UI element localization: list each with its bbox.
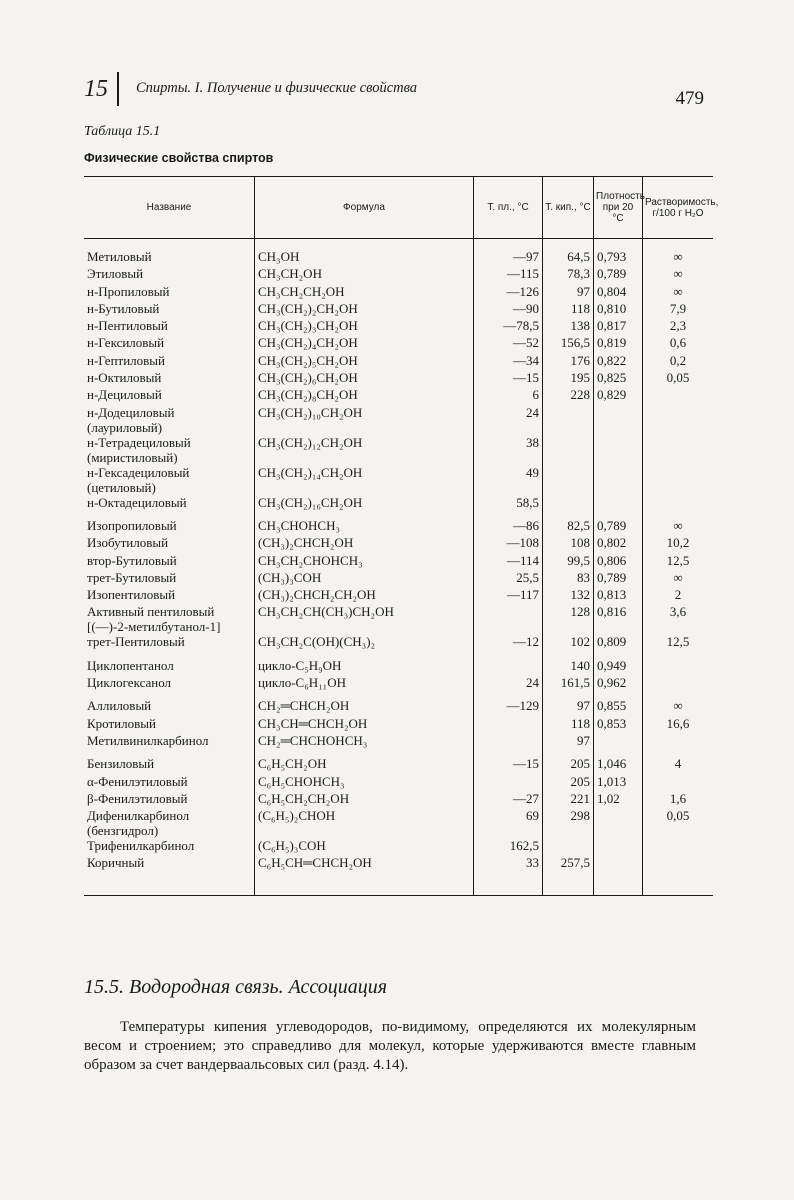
cell-name: Аллиловый (87, 698, 152, 714)
cell-density: 0,789 (594, 518, 643, 535)
cell-melting-point: 33 (474, 855, 543, 895)
table-label: Таблица 15.1 (84, 124, 161, 139)
cell-formula: C₆H₅CH₂CH₂OH (255, 791, 474, 808)
table-row (84, 405, 713, 435)
table-row (84, 791, 713, 808)
cell-name: н-Бутиловый (87, 300, 160, 316)
cell-formula: CH₃(CH₂)₁₂CH₂OH (255, 435, 474, 465)
cell-melting-point: —90 (474, 301, 543, 318)
column-header-name: Название (84, 177, 255, 239)
cell-name: Активный пентиловый [(—)-2-метилбутанол-1] (87, 604, 221, 635)
cell-melting-point: —27 (474, 791, 543, 808)
cell-boiling-point: 205 (543, 756, 594, 773)
cell-density (594, 405, 643, 435)
cell-name: н-Додециловый (лауриловый) (87, 404, 175, 435)
table-row (84, 301, 713, 318)
table-row (84, 370, 713, 387)
table-row (84, 535, 713, 552)
cell-name: трет-Пентиловый (87, 634, 185, 650)
cell-density: 0,817 (594, 318, 643, 335)
cell-name: Кротиловый (87, 715, 156, 731)
cell-name: α-Фенилэтиловый (87, 773, 188, 789)
cell-boiling-point: 257,5 (543, 855, 594, 895)
cell-formula: (CH₃)₂CHCH₂OH (255, 535, 474, 552)
cell-melting-point: —34 (474, 353, 543, 370)
table-row (84, 353, 713, 370)
table-row (84, 838, 713, 855)
table-row (84, 284, 713, 301)
alcohol-properties-table (84, 176, 719, 896)
cell-boiling-point (543, 495, 594, 512)
cell-name: Дифенилкарбинол (бензгидрол) (87, 808, 190, 839)
cell-boiling-point: 102 (543, 634, 594, 651)
cell-name: н-Гептиловый (87, 352, 165, 368)
cell-boiling-point: 83 (543, 570, 594, 587)
table-row (84, 756, 713, 773)
cell-boiling-point: 97 (543, 698, 594, 715)
cell-melting-point: —12 (474, 634, 543, 651)
table-row (84, 675, 713, 692)
cell-melting-point: —114 (474, 553, 543, 570)
cell-solubility (643, 855, 714, 895)
cell-density: 0,855 (594, 698, 643, 715)
table-row (84, 465, 713, 495)
column-header-boiling-point: Т. кип., °С (543, 177, 594, 239)
cell-solubility (643, 658, 714, 675)
cell-name: н-Гексиловый (87, 335, 165, 351)
cell-density: 0,962 (594, 675, 643, 692)
cell-boiling-point: 298 (543, 808, 594, 838)
cell-formula: (C₆H₅)₂CHOH (255, 808, 474, 838)
cell-name: Изобутиловый (87, 535, 169, 551)
table-row (84, 716, 713, 733)
cell-density: 1,013 (594, 774, 643, 791)
table-row (84, 658, 713, 675)
cell-boiling-point (543, 405, 594, 435)
cell-boiling-point: 64,5 (543, 239, 594, 267)
cell-formula: CH₂═CHCHOHCH₃ (255, 733, 474, 750)
cell-boiling-point: 99,5 (543, 553, 594, 570)
cell-melting-point: 58,5 (474, 495, 543, 512)
cell-melting-point: —52 (474, 335, 543, 352)
table-row (84, 318, 713, 335)
table-row (84, 634, 713, 651)
cell-solubility: 0,2 (643, 353, 714, 370)
cell-boiling-point (543, 465, 594, 495)
cell-name: н-Октадециловый (87, 494, 187, 510)
header-divider (117, 72, 119, 106)
cell-density: 0,829 (594, 387, 643, 404)
cell-melting-point (474, 658, 543, 675)
cell-name: Изопропиловый (87, 517, 177, 533)
cell-solubility: 12,5 (643, 634, 714, 651)
cell-melting-point: —78,5 (474, 318, 543, 335)
cell-solubility: 10,2 (643, 535, 714, 552)
table-row (84, 733, 713, 750)
cell-solubility: ∞ (643, 266, 714, 283)
cell-melting-point: —86 (474, 518, 543, 535)
cell-formula: CH₃(CH₂)₁₄CH₂OH (255, 465, 474, 495)
cell-density: 0,789 (594, 570, 643, 587)
column-header-melting-point: Т. пл., °С (474, 177, 543, 239)
cell-density (594, 435, 643, 465)
cell-density: 1,02 (594, 791, 643, 808)
cell-formula: CH₃CH₂CH₂OH (255, 284, 474, 301)
column-header-solubility: Растворимость, г/100 г H₂O (643, 177, 714, 239)
cell-melting-point: —115 (474, 266, 543, 283)
table-row (84, 604, 713, 634)
cell-solubility: 0,6 (643, 335, 714, 352)
cell-density: 1,046 (594, 756, 643, 773)
table-row (84, 518, 713, 535)
cell-melting-point (474, 716, 543, 733)
cell-solubility: 7,9 (643, 301, 714, 318)
cell-boiling-point: 176 (543, 353, 594, 370)
cell-boiling-point: 156,5 (543, 335, 594, 352)
table-row (84, 387, 713, 404)
cell-boiling-point: 97 (543, 284, 594, 301)
cell-density: 0,804 (594, 284, 643, 301)
cell-solubility (643, 733, 714, 750)
cell-melting-point: 38 (474, 435, 543, 465)
table-row (84, 774, 713, 791)
cell-density: 0,822 (594, 353, 643, 370)
cell-melting-point: 6 (474, 387, 543, 404)
cell-formula: CH₃CH₂OH (255, 266, 474, 283)
cell-boiling-point (543, 435, 594, 465)
cell-formula: CH₃OH (255, 239, 474, 267)
cell-name: н-Октиловый (87, 370, 162, 386)
cell-formula: CH₃(CH₂)₃CH₂OH (255, 318, 474, 335)
cell-density (594, 495, 643, 512)
cell-solubility: 12,5 (643, 553, 714, 570)
cell-solubility: 16,6 (643, 716, 714, 733)
cell-solubility: 2,3 (643, 318, 714, 335)
cell-name: н-Пентиловый (87, 318, 168, 334)
cell-density (594, 855, 643, 895)
cell-boiling-point: 132 (543, 587, 594, 604)
column-header-formula: Формула (255, 177, 474, 239)
table-row (84, 570, 713, 587)
cell-solubility (643, 774, 714, 791)
cell-solubility: 2 (643, 587, 714, 604)
cell-density: 0,802 (594, 535, 643, 552)
table-row (84, 335, 713, 352)
cell-solubility: 0,05 (643, 370, 714, 387)
table-row (84, 855, 713, 895)
cell-formula: CH₃(CH₂)₁₀CH₂OH (255, 405, 474, 435)
cell-solubility (643, 435, 714, 465)
cell-melting-point: —15 (474, 756, 543, 773)
cell-melting-point: —108 (474, 535, 543, 552)
cell-density (594, 465, 643, 495)
cell-solubility (643, 465, 714, 495)
cell-melting-point: 162,5 (474, 838, 543, 855)
cell-density: 0,789 (594, 266, 643, 283)
cell-boiling-point: 221 (543, 791, 594, 808)
cell-name: Циклопентанол (87, 657, 174, 673)
table-row (84, 587, 713, 604)
cell-name: втор-Бутиловый (87, 552, 177, 568)
cell-melting-point: 49 (474, 465, 543, 495)
running-title: Спирты. I. Получение и физические свойства (136, 80, 418, 96)
cell-solubility: ∞ (643, 570, 714, 587)
cell-boiling-point: 78,3 (543, 266, 594, 283)
column-header-density: Плотность при 20 °С (594, 177, 643, 239)
cell-density: 0,793 (594, 239, 643, 267)
cell-formula: C₆H₅CHOHCH₃ (255, 774, 474, 791)
cell-solubility: 1,6 (643, 791, 714, 808)
table-body (84, 239, 713, 896)
table-row (84, 808, 713, 838)
cell-name: н-Тетрадециловый (миристиловый) (87, 434, 191, 465)
table-row (84, 553, 713, 570)
cell-solubility: 0,05 (643, 808, 714, 838)
cell-formula: цикло-C₆H₁₁OH (255, 675, 474, 692)
cell-boiling-point: 108 (543, 535, 594, 552)
cell-density (594, 808, 643, 838)
cell-solubility: ∞ (643, 518, 714, 535)
cell-name: Изопентиловый (87, 587, 176, 603)
chapter-number: 15 (84, 76, 108, 102)
cell-formula: CH₃CH₂CHOHCH₃ (255, 553, 474, 570)
cell-solubility: ∞ (643, 239, 714, 267)
cell-solubility (643, 387, 714, 404)
cell-boiling-point: 97 (543, 733, 594, 750)
body-paragraph: Температуры кипения углеводородов, по-видимому, определяются их молекулярным весом и строением; это справедливо для молекул, которые удерживаются вместе главным образом за счет вандерваальсовых сил (разд. 4.14). (84, 1019, 696, 1073)
cell-solubility (643, 405, 714, 435)
cell-density: 0,806 (594, 553, 643, 570)
cell-name: н-Гексадециловый (цетиловый) (87, 464, 190, 495)
cell-formula: C₆H₅CH═CHCH₂OH (255, 855, 474, 895)
cell-formula: CH₃(CH₂)₂CH₂OH (255, 301, 474, 318)
cell-density: 0,809 (594, 634, 643, 651)
cell-melting-point: —15 (474, 370, 543, 387)
cell-solubility: 4 (643, 756, 714, 773)
cell-name: Циклогексанол (87, 675, 172, 691)
cell-density: 0,810 (594, 301, 643, 318)
cell-name: Коричный (84, 855, 255, 895)
cell-name: Этиловый (87, 266, 144, 282)
section-title: 15.5. Водородная связь. Ассоциация (84, 976, 388, 998)
cell-boiling-point: 138 (543, 318, 594, 335)
cell-boiling-point: 161,5 (543, 675, 594, 692)
cell-boiling-point: 140 (543, 658, 594, 675)
cell-density: 0,949 (594, 658, 643, 675)
cell-name: Трифенилкарбинол (87, 838, 195, 854)
cell-boiling-point: 118 (543, 301, 594, 318)
cell-formula: C₆H₅CH₂OH (255, 756, 474, 773)
cell-density: 0,825 (594, 370, 643, 387)
cell-boiling-point: 128 (543, 604, 594, 634)
table-row (84, 698, 713, 715)
cell-melting-point: 24 (474, 675, 543, 692)
cell-density: 0,816 (594, 604, 643, 634)
cell-melting-point: 24 (474, 405, 543, 435)
cell-formula: (CH₃)₂CHCH₂CH₂OH (255, 587, 474, 604)
table-row (84, 239, 713, 267)
cell-boiling-point: 82,5 (543, 518, 594, 535)
cell-melting-point: 69 (474, 808, 543, 838)
table-row (84, 266, 713, 283)
cell-formula: (CH₃)₃COH (255, 570, 474, 587)
table-caption: Физические свойства спиртов (84, 151, 274, 165)
cell-density: 0,853 (594, 716, 643, 733)
table-row (84, 435, 713, 465)
cell-name: н-Дециловый (87, 387, 162, 403)
cell-melting-point: —129 (474, 698, 543, 715)
cell-name: н-Пропиловый (87, 283, 170, 299)
cell-formula: CH₃(CH₂)₈CH₂OH (255, 387, 474, 404)
cell-melting-point (474, 604, 543, 634)
cell-solubility: ∞ (643, 698, 714, 715)
cell-formula: CH₃CH₂CH(CH₃)CH₂OH (255, 604, 474, 634)
cell-solubility (643, 838, 714, 855)
cell-formula: CH₃CHOHCH₃ (255, 518, 474, 535)
cell-boiling-point: 195 (543, 370, 594, 387)
cell-melting-point (474, 733, 543, 750)
cell-formula: цикло-C₅H₉OH (255, 658, 474, 675)
cell-solubility (643, 675, 714, 692)
cell-melting-point: —126 (474, 284, 543, 301)
table-row (84, 495, 713, 512)
cell-solubility (643, 495, 714, 512)
cell-density: 0,813 (594, 587, 643, 604)
cell-melting-point: 25,5 (474, 570, 543, 587)
cell-density (594, 733, 643, 750)
cell-name: трет-Бутиловый (87, 569, 177, 585)
cell-formula: CH₃(CH₂)₆CH₂OH (255, 370, 474, 387)
cell-melting-point: —117 (474, 587, 543, 604)
page-header (84, 70, 704, 110)
cell-formula: CH₃CH═CHCH₂OH (255, 716, 474, 733)
cell-boiling-point: 205 (543, 774, 594, 791)
cell-melting-point: —97 (474, 239, 543, 267)
cell-boiling-point (543, 838, 594, 855)
cell-melting-point (474, 774, 543, 791)
cell-formula: (C₆H₅)₃COH (255, 838, 474, 855)
cell-name: β-Фенилэтиловый (87, 790, 188, 806)
cell-formula: CH₃(CH₂)₁₆CH₂OH (255, 495, 474, 512)
cell-density (594, 838, 643, 855)
cell-name: Метилвинилкарбинол (87, 732, 209, 748)
cell-solubility: ∞ (643, 284, 714, 301)
cell-name: Бензиловый (87, 756, 155, 772)
cell-boiling-point: 118 (543, 716, 594, 733)
cell-boiling-point: 228 (543, 387, 594, 404)
cell-density: 0,819 (594, 335, 643, 352)
cell-formula: CH₃(CH₂)₅CH₂OH (255, 353, 474, 370)
cell-formula: CH₃(CH₂)₄CH₂OH (255, 335, 474, 352)
page-number: 479 (675, 88, 704, 109)
cell-name: Метиловый (87, 249, 152, 264)
cell-formula: CH₃CH₂C(OH)(CH₃)₂ (255, 634, 474, 651)
cell-solubility: 3,6 (643, 604, 714, 634)
cell-formula: CH₂═CHCH₂OH (255, 698, 474, 715)
table-header-row (84, 177, 713, 239)
